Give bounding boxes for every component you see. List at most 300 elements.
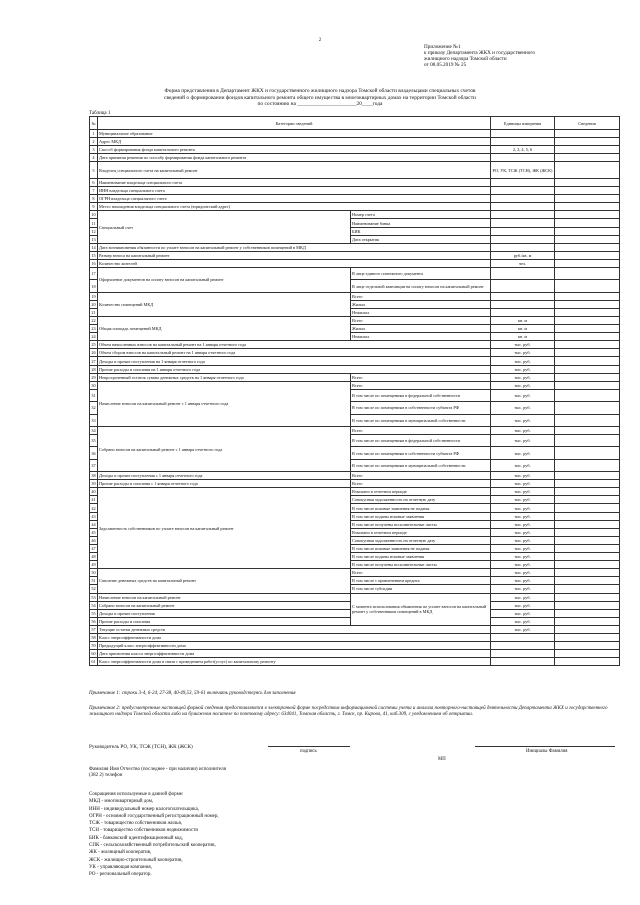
row-unit: тыс. руб. (491, 520, 555, 528)
table-row (90, 146, 620, 154)
row-unit: кв. м (491, 317, 555, 325)
row-number: 18 (90, 280, 98, 292)
stamp-caption: МП (438, 757, 446, 762)
row-subcategory: Номер счета (351, 211, 491, 219)
row-value (555, 187, 620, 195)
row-number: 6 (90, 178, 98, 186)
row-value (555, 569, 620, 577)
row-category: Текущие остатки денежных средств (98, 625, 491, 633)
row-unit: тыс. руб. (491, 447, 555, 459)
row-value (555, 459, 620, 471)
table-row (90, 365, 620, 373)
row-value (555, 414, 620, 426)
row-unit: кв. м (491, 333, 555, 341)
row-value (555, 227, 620, 235)
row-unit: тыс. руб. (491, 357, 555, 365)
row-number: 36 (90, 447, 98, 459)
row-number: 52 (91, 586, 96, 592)
row-category: Доходы и прочие поступления (98, 609, 351, 617)
row-value (555, 300, 620, 308)
row-subcategory: Всего (351, 317, 491, 325)
row-number: 46 (91, 537, 96, 543)
table-row (90, 658, 620, 666)
row-value (555, 642, 620, 650)
row-number: 41 (91, 497, 96, 503)
row-value (555, 280, 620, 292)
row-subcategory: В том числе субсидии (351, 585, 491, 593)
row-number: 21 (91, 309, 96, 315)
row-number: 50 (91, 570, 96, 576)
row-subcategory: Нежилых (351, 308, 491, 316)
row-unit (491, 178, 555, 186)
form-title-line: Форма представления в Департамент ЖКХ и государственного жилищного надзора Томской области владельцами специальных счетов (164, 88, 476, 94)
row-value (555, 553, 620, 561)
row-unit (491, 219, 555, 227)
abbreviation-item: Сокращения используемые в данной форме: (89, 792, 184, 797)
row-unit (491, 268, 555, 280)
row-number: 15 (91, 252, 96, 258)
row-subcategory: В том числе по помещениям в муниципальной собственности (351, 459, 491, 471)
row-subcategory: В том числе поданы исковые заявления (351, 512, 491, 520)
row-category: Специальный счет (98, 211, 351, 243)
row-category: Объем сбором взносов на капитальный ремонт на 1 января отчетного года (98, 349, 491, 357)
table-row (90, 650, 620, 658)
row-number: 29 (91, 374, 96, 380)
table-row (90, 130, 620, 138)
row-unit: руб./кв. м (491, 251, 555, 259)
row-subcategory: В том числе получены исполнительные листы (351, 561, 491, 569)
row-number: 56 (91, 618, 96, 624)
table-row (90, 187, 620, 195)
row-value (555, 373, 620, 381)
row-subcategory: Нежилых (351, 333, 491, 341)
header-num: № (90, 117, 98, 130)
row-category: Общая площадь помещений МКД (98, 317, 351, 341)
row-number: 3 (90, 146, 98, 154)
row-value (555, 480, 620, 488)
abbreviation-item: ИНН - индивидуальный номер налогоплательщика, (89, 806, 199, 812)
data-table (89, 116, 620, 666)
row-value (555, 447, 620, 459)
row-unit: тыс. руб. (491, 459, 555, 471)
abbreviation-item: МКД - многоквартирный дом, (89, 799, 154, 805)
row-category: Адрес МКД (98, 138, 491, 146)
header-unit: Единицы измерения (491, 117, 555, 130)
abbreviation-item: ОГРН - основной государственный регистрационный номер, (89, 813, 219, 819)
row-value (555, 325, 620, 333)
row-number: 57 (91, 626, 96, 632)
row-number: 19 (91, 293, 96, 299)
row-number: 23 (91, 326, 96, 332)
row-category: Способ формирования фонда капитального ремонта (98, 146, 491, 154)
row-value (555, 426, 620, 434)
row-category: Прочие расходы и списания на 1 января отчетного года (98, 365, 491, 373)
row-unit: тыс. руб. (491, 593, 555, 601)
abbreviation-item: ЖСК - жилищно-строительный кооператив, (89, 857, 183, 863)
row-number: 35 (90, 435, 98, 447)
row-category: Списание денежных средств на капитальный ремонт (98, 569, 351, 593)
row-category: Прочие расходы и списания с 1 января отчетного года (98, 480, 351, 488)
row-subcategory: В лице единого платежного документа (351, 268, 491, 280)
row-number: 44 (91, 521, 96, 527)
form-title (60, 88, 580, 108)
row-value (555, 496, 620, 504)
table-row (90, 625, 620, 633)
row-subcategory: Взыскано в отчетном периоде (351, 488, 491, 496)
row-unit (491, 235, 555, 243)
row-value (555, 268, 620, 280)
row-number: 59 (91, 643, 96, 649)
row-unit: 2, 3, 4, 5, 6 (491, 146, 555, 154)
row-subcategory: Жилых (351, 300, 491, 308)
row-category: Место нахождения владельца специального счета (юридический адрес) (98, 203, 491, 211)
row-value (555, 625, 620, 633)
row-subcategory: В том числе с привлечением кредита (351, 577, 491, 585)
row-value (555, 402, 620, 414)
row-unit: тыс. руб. (491, 553, 555, 561)
row-subcategory: Совокупная задолженность на отчетную дату (351, 496, 491, 504)
row-unit: тыс. руб. (491, 512, 555, 520)
row-subcategory: Взыскано в отчетном периоде (351, 528, 491, 536)
row-category: Непросроченный остаток суммы денежных средств на 1 января отчетного года (98, 373, 351, 381)
row-number: 31 (90, 389, 98, 401)
row-value (555, 341, 620, 349)
row-subcategory: Всего (351, 426, 491, 434)
row-unit: тыс. руб. (491, 561, 555, 569)
period-note: С момента использования объявления по уплате взносов на капитальный ремонт у собственников помещений в МКД (351, 593, 491, 625)
row-unit: тыс. руб. (491, 426, 555, 434)
table-row (90, 259, 620, 267)
row-category: Наименование владельца специального счета (98, 178, 491, 186)
table-row (90, 203, 620, 211)
row-subcategory: Всего (351, 373, 491, 381)
row-value (555, 609, 620, 617)
row-unit: тыс. руб. (491, 365, 555, 373)
table-row (90, 593, 620, 601)
row-category: Задолженность собственников по уплате взносов на капитальный ремонт (98, 488, 351, 569)
row-category: Начисление взносов на капитальный ремонт с 1 января отчетного года (98, 381, 351, 426)
row-unit (491, 211, 555, 219)
row-value (555, 650, 620, 658)
row-subcategory: В том числе по помещениям в собственности субъекта РФ (351, 447, 491, 459)
table-row (90, 373, 620, 381)
row-category: Собрано взносов на капитальный ремонт с 1 января отчетного года (98, 426, 351, 471)
row-unit: тыс. руб. (491, 435, 555, 447)
page-number: 2 (318, 38, 322, 43)
row-number: 20 (91, 301, 96, 307)
row-number: 28 (91, 366, 96, 372)
row-number: 55 (91, 610, 96, 616)
row-number: 38 (91, 473, 96, 479)
table-row (90, 211, 620, 219)
table-row (90, 488, 620, 496)
abbreviation-item: ТСН - товарищество собственников недвижимости (89, 828, 199, 834)
row-subcategory: Всего (351, 569, 491, 577)
row-number: 42 (91, 505, 96, 511)
row-value (555, 251, 620, 259)
row-number: 17 (90, 268, 98, 280)
form-title-line: сведений о формировании фондов капитального ремонта общего имущества в многоквартирных домах на территории Томской области (164, 94, 476, 101)
row-value (555, 365, 620, 373)
executor-block (89, 767, 226, 780)
row-unit: тыс. руб. (491, 601, 555, 609)
row-value (555, 219, 620, 227)
table-row (90, 251, 620, 259)
row-unit (491, 633, 555, 641)
row-number: 7 (90, 187, 98, 195)
row-unit (491, 227, 555, 235)
abbreviation-item: ЖК - жилищный кооператив, (89, 850, 152, 856)
row-unit (491, 154, 555, 162)
name-caption: Инициалы Фамилия (526, 749, 568, 754)
row-number: 39 (91, 481, 96, 487)
row-category: Дата присвоения класса энергоэффективности дома (98, 650, 491, 658)
row-subcategory: Дата открытия (351, 235, 491, 243)
row-number: 33 (90, 414, 98, 426)
row-subcategory: В том числе получены исполнительные листы (351, 520, 491, 528)
row-number: 30 (91, 382, 96, 388)
row-value (555, 259, 620, 267)
row-unit: тыс. руб. (491, 373, 555, 381)
row-number: 47 (91, 546, 96, 551)
table-row (90, 195, 620, 203)
row-category: Класс энергоэффективности дома (98, 633, 491, 641)
row-subcategory: В том числе по помещениям в собственности субъекта РФ (351, 402, 491, 414)
row-value (555, 195, 620, 203)
row-value (555, 178, 620, 186)
row-value (555, 381, 620, 389)
row-unit: тыс. руб. (491, 504, 555, 512)
row-value (555, 211, 620, 219)
row-category: Собрано взносов на капитальный ремонт (98, 601, 351, 609)
table-row (90, 642, 620, 650)
appendix-line: Приложение №1 (424, 44, 461, 50)
row-unit (491, 642, 555, 650)
row-subcategory: В том числе поданы исковые заявления (351, 553, 491, 561)
abbreviation-item: ТСЖ - товарищество собственников жилья, (89, 821, 183, 827)
row-number: 4 (90, 154, 98, 162)
row-unit: кв. м (491, 325, 555, 333)
row-value (555, 585, 620, 593)
row-number: 49 (91, 562, 96, 568)
row-number: 10 (91, 212, 96, 218)
row-subcategory: В том числе по помещениям в федеральной собственности (351, 389, 491, 401)
note-2: Примечание 2: предусмотренные настоящей формой сведения предоставляются в электронной форме посредством информационной системы учета и анализа повторного-настоящей деятельности Департамента ЖКХ и государственного жилищного надзора Томской области либо на бумажном носителе по почтовому адресу: 634041, Томская область, г. Томск, пр. Кирова, 41, каб.309, с уведомлением об открытии. (89, 706, 608, 718)
row-unit: тыс. руб. (491, 341, 555, 349)
row-value (555, 435, 620, 447)
table-label: Таблица 1 (89, 111, 111, 116)
row-number: 1 (90, 130, 98, 138)
row-unit: тыс. руб. (491, 480, 555, 488)
row-unit: тыс. руб. (491, 381, 555, 389)
row-number: 8 (90, 195, 98, 203)
executor-phone: (382 2) телефон (89, 773, 123, 779)
header-info: Сведения (555, 117, 620, 130)
row-subcategory: В том числе по помещениям в муниципальной собственности (351, 414, 491, 426)
name-line (475, 746, 615, 747)
appendix-block (424, 44, 624, 68)
row-number: 2 (90, 138, 98, 146)
table-row (90, 138, 620, 146)
row-unit (491, 195, 555, 203)
row-subcategory: Наименование банка (351, 219, 491, 227)
row-number: 40 (91, 489, 96, 495)
table-row (90, 569, 620, 577)
row-value (555, 389, 620, 401)
abbreviation-item: РО - региональный оператор. (89, 872, 152, 878)
row-value (555, 512, 620, 520)
row-unit: тыс. руб. (491, 414, 555, 426)
row-unit: тыс. руб. (491, 617, 555, 625)
row-unit: чел. (491, 259, 555, 267)
row-number: 34 (91, 427, 96, 433)
table-row (90, 162, 620, 179)
row-value (555, 488, 620, 496)
row-number: 9 (90, 203, 98, 211)
row-category: Оформление документов на оплату взносов на капитальный ремонт (98, 268, 351, 293)
row-category: Прочие расходы и списания (98, 617, 351, 625)
table-row (90, 341, 620, 349)
row-value (555, 317, 620, 325)
row-subcategory: В лице отдельной квитанции на оплату взносов на капитальный ремонт (351, 280, 491, 292)
table-row (90, 480, 620, 488)
row-number: 5 (90, 162, 98, 179)
row-unit (491, 292, 555, 300)
row-unit: тыс. руб. (491, 402, 555, 414)
row-number: 45 (91, 529, 96, 535)
row-number: 13 (91, 236, 96, 242)
row-unit: тыс. руб. (491, 544, 555, 552)
row-number: 12 (91, 228, 96, 234)
row-category: ИНН владельца специального счета (98, 187, 491, 195)
row-subcategory: БИК (351, 227, 491, 235)
header-category: Категории сведений (98, 117, 491, 130)
row-value (555, 617, 620, 625)
row-value (555, 292, 620, 300)
row-subcategory: В том числе исковые заявления не поданы (351, 504, 491, 512)
row-unit: тыс. руб. (491, 625, 555, 633)
row-unit: тыс. руб. (491, 389, 555, 401)
abbreviation-item: БИК - банковский идентификационный код, (89, 835, 183, 841)
row-unit (491, 300, 555, 308)
row-subcategory: Совокупная задолженность на отчетную дату (351, 536, 491, 544)
row-unit (491, 130, 555, 138)
row-value (555, 146, 620, 154)
row-unit (491, 658, 555, 666)
executor-name: Фамилия Имя Отчество (последнее - при наличии) исполнителя (89, 767, 226, 772)
table-row (90, 349, 620, 357)
row-value (555, 593, 620, 601)
row-number: 24 (91, 334, 96, 340)
row-number: 11 (91, 220, 96, 226)
row-number: 60 (91, 651, 96, 657)
row-subcategory: Всего (351, 472, 491, 480)
row-unit: тыс. руб. (491, 488, 555, 496)
row-category: Объем начисленных взносов на капитальный ремонт на 1 января отчетного года (98, 341, 491, 349)
row-value (555, 528, 620, 536)
row-value (555, 536, 620, 544)
row-value (555, 561, 620, 569)
row-number: 14 (91, 244, 96, 250)
row-category: Владелец специального счета на капитальный ремонт (98, 162, 491, 179)
row-unit: тыс. руб. (491, 349, 555, 357)
table-row (90, 633, 620, 641)
table-row (90, 154, 620, 162)
row-number: 27 (91, 358, 96, 364)
row-value (555, 601, 620, 609)
row-subcategory: Жилых (351, 325, 491, 333)
row-value (555, 349, 620, 357)
row-unit (491, 650, 555, 658)
row-unit: тыс. руб. (491, 585, 555, 593)
appendix-line: к приказу Департамента ЖКХ и государственного (424, 50, 535, 56)
row-value (555, 504, 620, 512)
row-unit: тыс. руб. (491, 609, 555, 617)
row-unit: РО, УК, ТСЖ (ТСН), ЖК (ЖСК) (491, 162, 555, 179)
row-number: 16 (91, 260, 96, 266)
row-category: ОГРН владельца специального счета (98, 195, 491, 203)
row-value (555, 162, 620, 179)
row-number: 43 (91, 513, 96, 519)
signer-label: Руководитель РО, УК, ТСЖ (ТСН), ЖК (ЖСК) (89, 744, 193, 750)
row-value (555, 333, 620, 341)
row-unit: тыс. руб. (491, 528, 555, 536)
table-row (90, 268, 620, 280)
row-unit (491, 243, 555, 251)
row-value (555, 243, 620, 251)
table-row (90, 292, 620, 300)
row-number: 61 (91, 659, 96, 665)
row-category: Класс энергоэффективности дома в связи с проведением работ(услуг) по капитальному ремонту (98, 658, 491, 666)
row-unit (491, 187, 555, 195)
row-number: 58 (91, 635, 96, 641)
row-unit: тыс. руб. (491, 577, 555, 585)
row-value (555, 130, 620, 138)
signature-line (268, 746, 350, 747)
signature-caption: подпись (300, 749, 317, 754)
row-unit: тыс. руб. (491, 496, 555, 504)
row-category: Размер взноса на капитальный ремонт (98, 251, 491, 259)
abbreviation-item: УК - управляющая компания, (89, 864, 152, 870)
row-value (555, 235, 620, 243)
row-category: Количество жителей (98, 259, 491, 267)
appendix-line: от 08.05.2019 № 25 (424, 62, 467, 68)
row-value (555, 357, 620, 365)
table-row (90, 426, 620, 434)
row-unit: тыс. руб. (491, 472, 555, 480)
row-number: 32 (90, 402, 98, 414)
row-number: 26 (91, 350, 96, 356)
row-unit: тыс. руб. (491, 536, 555, 544)
row-category: Доходы и прочие поступления на 1 января отчетного года (98, 357, 491, 365)
table-row (90, 178, 620, 186)
row-unit (491, 308, 555, 316)
row-number: 25 (91, 342, 96, 348)
row-unit: тыс. руб. (491, 569, 555, 577)
row-subcategory: Всего (351, 381, 491, 389)
row-category: Доходы и прочие поступления с 1 января отчетного года (98, 472, 351, 480)
row-value (555, 520, 620, 528)
row-value (555, 138, 620, 146)
row-subcategory: Всего (351, 292, 491, 300)
row-value (555, 577, 620, 585)
row-subcategory: В том числе по помещениям в федеральной собственности (351, 435, 491, 447)
row-category: Муниципальное образование (98, 130, 491, 138)
appendix-line: жилищного надзора Томской области (424, 56, 507, 62)
form-title-date: по состоянию на ______________________20____года (257, 101, 383, 108)
row-subcategory: Всего (351, 480, 491, 488)
row-number: 22 (91, 318, 96, 324)
